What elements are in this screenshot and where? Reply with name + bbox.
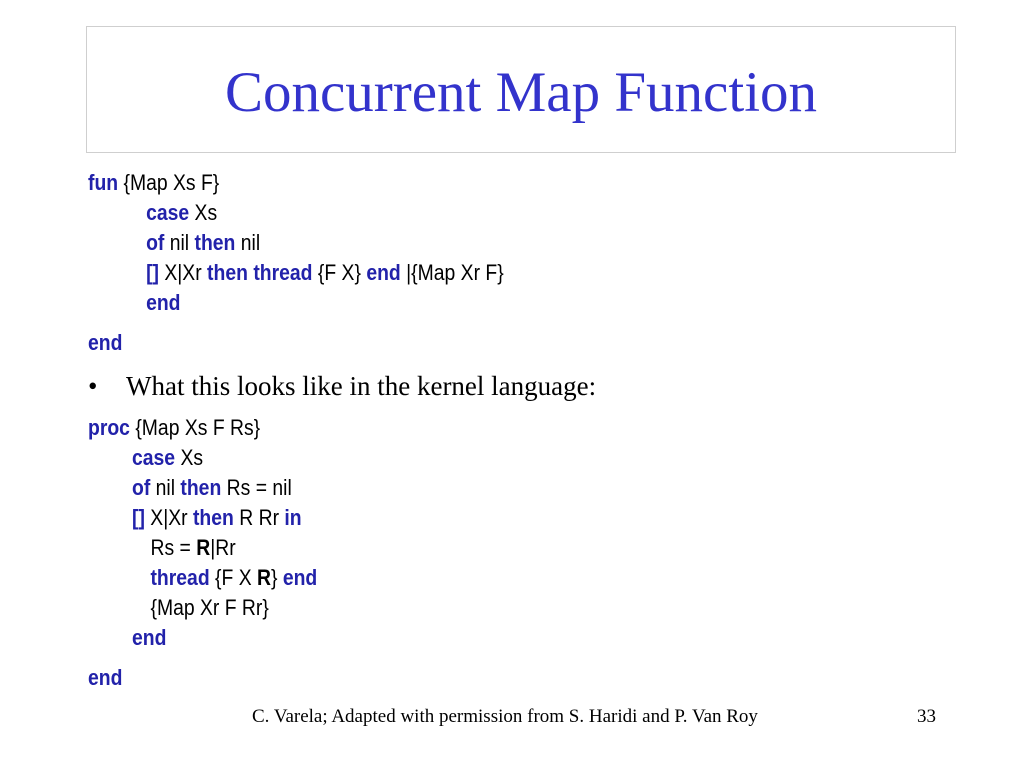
code-keyword: end <box>132 625 167 650</box>
code-keyword: proc <box>88 415 130 440</box>
code-keyword: case <box>146 200 190 225</box>
bullet-icon: • <box>88 371 98 401</box>
code-keyword: end <box>88 330 123 355</box>
title-box <box>86 26 956 153</box>
code-token: } <box>270 565 283 590</box>
code-line <box>146 288 180 318</box>
code-keyword: fun <box>88 170 119 195</box>
code-keyword: end <box>366 260 401 285</box>
code-line <box>146 228 260 258</box>
code-token: nil <box>150 475 181 500</box>
code-token: X|Xr <box>158 260 208 285</box>
code-keyword: thread <box>150 565 210 590</box>
code-keyword: in <box>284 505 302 530</box>
code-line <box>132 473 292 503</box>
code-line <box>88 168 219 198</box>
code-token: |{Map Xr F} <box>400 260 504 285</box>
code-line <box>146 258 504 288</box>
code-token: nil <box>164 230 195 255</box>
code-token: X|Xr <box>144 505 193 530</box>
code-line <box>132 623 166 653</box>
code-keyword: then <box>180 475 222 500</box>
code-keyword: then <box>207 260 248 285</box>
code-token: {F X} <box>312 260 367 285</box>
code-token: {F X <box>209 565 258 590</box>
code-line <box>150 563 317 593</box>
code-keyword: of <box>146 230 165 255</box>
code-line <box>132 443 203 473</box>
code-keyword: then <box>192 505 234 530</box>
code-line <box>88 663 122 693</box>
code-token: Xs <box>189 200 218 225</box>
code-line <box>132 503 302 533</box>
code-token: R <box>196 535 211 560</box>
code-keyword: thread <box>253 260 313 285</box>
code-token: {Map Xr F Rr} <box>150 595 269 620</box>
page-number: 33 <box>917 706 936 727</box>
code-token: |Rr <box>210 535 236 560</box>
code-keyword: [] <box>132 505 145 530</box>
code-keyword: end <box>282 565 318 590</box>
code-token: R Rr <box>233 505 285 530</box>
code-line <box>146 198 217 228</box>
code-token: {Map Xs F Rs} <box>129 415 261 440</box>
code-keyword: case <box>132 445 176 470</box>
code-line <box>150 533 235 563</box>
code-line <box>88 413 260 443</box>
code-token: Xs <box>175 445 204 470</box>
code-line <box>88 328 122 358</box>
footer-credit: C. Varela; Adapted with permission from S. Haridi and P. Van Roy <box>252 706 758 727</box>
code-line <box>150 593 268 623</box>
bullet-text: What this looks like in the kernel language: <box>126 371 597 401</box>
code-keyword: end <box>146 290 181 315</box>
code-keyword: end <box>88 665 123 690</box>
code-keyword: [] <box>146 260 159 285</box>
slide-title: Concurrent Map Function <box>224 61 818 124</box>
code-token: {Map Xs F} <box>118 170 220 195</box>
code-token: R <box>257 565 271 590</box>
code-token: Rs = <box>150 535 197 560</box>
code-token: Rs = nil <box>221 475 292 500</box>
code-keyword: then <box>194 230 236 255</box>
code-token: nil <box>235 230 261 255</box>
code-keyword: of <box>132 475 151 500</box>
